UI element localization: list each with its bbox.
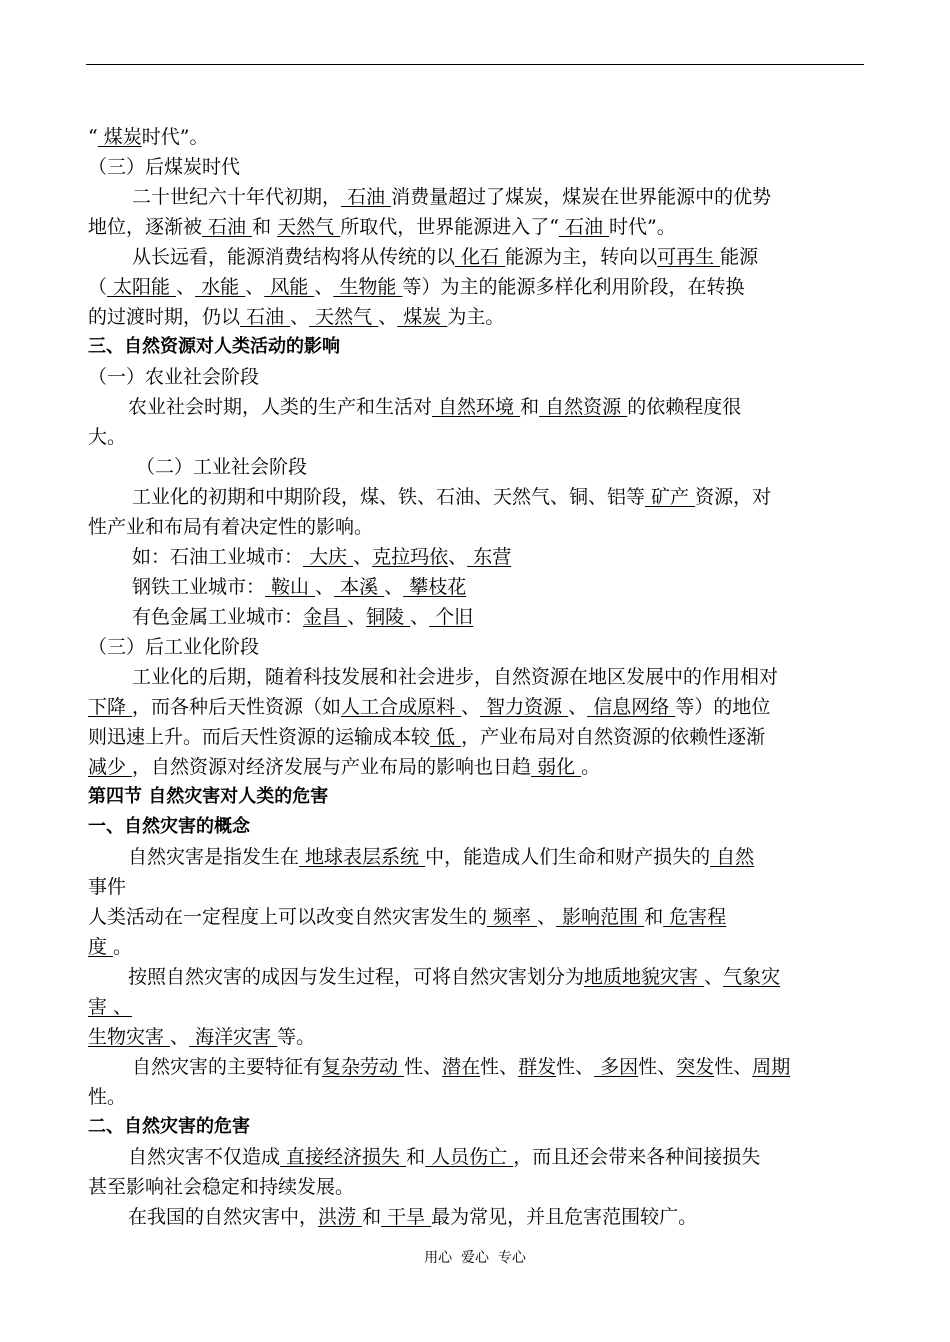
blank-answer: 弱化 (531, 756, 582, 778)
blank-answer: 石油 (240, 306, 291, 328)
blank-answer: 鞍山 (265, 576, 316, 598)
blank-answer: 人员伤亡 (425, 1146, 514, 1168)
blank-answer: 多因 (594, 1056, 639, 1078)
blank-answer: 海洋灾害 (189, 1026, 278, 1048)
blank-answer: 化石 (455, 246, 506, 268)
blank-answer: 水能 (195, 276, 246, 298)
text-line: 生物灾害 、 海洋灾害 等。 (88, 1026, 316, 1048)
text-line: 农业社会时期，人类的生产和生活对 自然环境 和 自然资源 的依赖程度很 (128, 396, 742, 418)
blank-answer: 影响范围 (556, 906, 645, 928)
blank-answer: 减少 (88, 756, 133, 778)
blank-answer: 铜陵 (366, 606, 411, 628)
section-heading: 二、自然灾害的危害 (88, 1116, 250, 1137)
blank-answer: 危害程 (663, 906, 727, 928)
blank-answer: 周期 (752, 1056, 791, 1078)
blank-answer: 生物灾害 (88, 1026, 171, 1048)
text-line: 工业化的初期和中期阶段，煤、铁、石油、天然气、铜、铝等 矿产 资源，对 (132, 486, 772, 508)
blank-answer: 风能 (264, 276, 315, 298)
blank-answer: 天然气 (277, 216, 341, 238)
blank-answer: 个旧 (429, 606, 474, 628)
text-line: 自然灾害的主要特征有复杂劳动 性、潜在性、群发性、 多因性、突发性、周期 (132, 1056, 791, 1078)
section-heading: 一、自然灾害的概念 (88, 816, 250, 837)
text-line: 钢铁工业城市： 鞍山 、 本溪 、 攀枝花 (132, 576, 467, 598)
blank-answer: 本溪 (334, 576, 385, 598)
text-line: 事件 (88, 876, 127, 898)
blank-answer: 地球表层系统 (299, 846, 426, 868)
blank-answer: 矿产 (645, 486, 696, 508)
blank-answer: 信息网络 (587, 696, 676, 718)
blank-answer: 群发 (518, 1056, 557, 1078)
blank-answer: 自然 (710, 846, 755, 868)
blank-answer: 下降 (88, 696, 133, 718)
blank-answer: 害 、 (88, 996, 133, 1018)
blank-answer: 天然气 (309, 306, 379, 328)
blank-answer: 气象灾 (723, 966, 781, 988)
blank-answer: 煤炭 (397, 306, 448, 328)
text-line: 人类活动在一定程度上可以改变自然灾害发生的 频率 、 影响范围 和 危害程 (88, 906, 727, 928)
subsection-heading: （一）农业社会阶段 (88, 366, 260, 388)
blank-answer: 潜在 (442, 1056, 481, 1078)
text-line: 大。 (88, 426, 127, 448)
blank-answer: 突发 (676, 1056, 715, 1078)
text-line: 甚至影响社会稳定和持续发展。 (88, 1176, 355, 1198)
header-rule (86, 64, 864, 65)
blank-answer: 频率 (487, 906, 538, 928)
blank-answer: 生物能 (333, 276, 403, 298)
text-line: 从长远看，能源消费结构将从传统的以 化石 能源为主，转向以可再生 能源 (132, 246, 759, 268)
blank-answer: 大庆 (303, 546, 354, 568)
text-line: 地位，逐渐被 石油 和 天然气 所取代，世界能源进入了“ 石油 时代”。 (88, 216, 676, 238)
blank-answer: 金昌 (303, 606, 348, 628)
text-line: 的过渡时期，仍以 石油 、 天然气 、 煤炭 为主。 (88, 306, 505, 328)
blank-answer: 自然资源 (539, 396, 628, 418)
text-line: 度 。 (88, 936, 133, 958)
text-line: 自然灾害不仅造成 直接经济损失 和 人员伤亡 ，而且还会带来各种间接损失 (128, 1146, 761, 1168)
text-line: “ 煤炭时代”。 (88, 126, 209, 148)
page-footer: 用心 爱心 专心 (424, 1250, 526, 1266)
blank-answer: 可再生 (657, 246, 721, 268)
text-line: 二十世纪六十年代初期， 石油 消费量超过了煤炭，煤炭在世界能源中的优势 (132, 186, 772, 208)
text-line: 自然灾害是指发生在 地球表层系统 中，能造成人们生命和财产损失的 自然 (128, 846, 755, 868)
text-line: 如：石油工业城市： 大庆 、克拉玛依、 东营 (132, 546, 512, 568)
text-line: 下降 ，而各种后天性资源（如人工合成原料 、 智力资源 、 信息网络 等）的地位 (88, 696, 771, 718)
blank-answer: 低 (430, 726, 462, 748)
blank-answer: 度 (88, 936, 114, 958)
blank-answer: 太阳能 (107, 276, 177, 298)
text-line: 性产业和布局有着决定性的影响。 (88, 516, 374, 538)
subsection-heading: （三）后煤炭时代 (88, 156, 241, 178)
blank-answer: 东营 (467, 546, 512, 568)
text-line: （ 太阳能 、 水能 、 风能 、 生物能 等）为主的能源多样化利用阶段，在转换 (88, 276, 745, 298)
blank-answer: 自然环境 (432, 396, 521, 418)
text-line: 性。 (88, 1086, 127, 1108)
subsection-heading: （二）工业社会阶段 (136, 456, 308, 478)
text-line: 有色金属工业城市：金昌 、铜陵 、 个旧 (132, 606, 474, 628)
blank-answer: 石油 (558, 216, 610, 238)
blank-answer: 智力资源 (480, 696, 569, 718)
text-line (88, 994, 132, 1022)
blank-answer: 复杂劳动 (322, 1056, 405, 1078)
blank-answer: 洪涝 (318, 1206, 363, 1228)
blank-answer: 石油 (202, 216, 253, 238)
text-line: 则迅速上升。而后天性资源的运输成本较 低 ，产业布局对自然资源的依赖性逐渐 (88, 726, 766, 748)
blank-answer: 煤炭 (97, 126, 142, 148)
chapter-heading: 第四节 自然灾害对人类的危害 (88, 786, 329, 807)
text-line: 工业化的后期，随着科技发展和社会进步，自然资源在地区发展中的作用相对 (132, 666, 779, 688)
blank-answer: 地质地貌灾害 (584, 966, 705, 988)
blank-answer: 人工合成原料 (341, 696, 462, 718)
blank-answer: 直接经济损失 (280, 1146, 407, 1168)
blank-answer: 攀枝花 (403, 576, 467, 598)
section-heading: 三、自然资源对人类活动的影响 (88, 336, 340, 357)
text-line: 减少 ，自然资源对经济发展与产业布局的影响也日趋 弱化 。 (88, 756, 601, 778)
blank-answer: 石油 (341, 186, 392, 208)
text-line: 按照自然灾害的成因与发生过程，可将自然灾害划分为地质地貌灾害 、气象灾 (128, 966, 781, 988)
blank-answer: 干旱 (381, 1206, 432, 1228)
subsection-heading: （三）后工业化阶段 (88, 636, 260, 658)
blank-answer: 克拉玛依 (372, 546, 449, 568)
text-line: 在我国的自然灾害中，洪涝 和 干旱 最为常见，并且危害范围较广。 (128, 1206, 698, 1228)
